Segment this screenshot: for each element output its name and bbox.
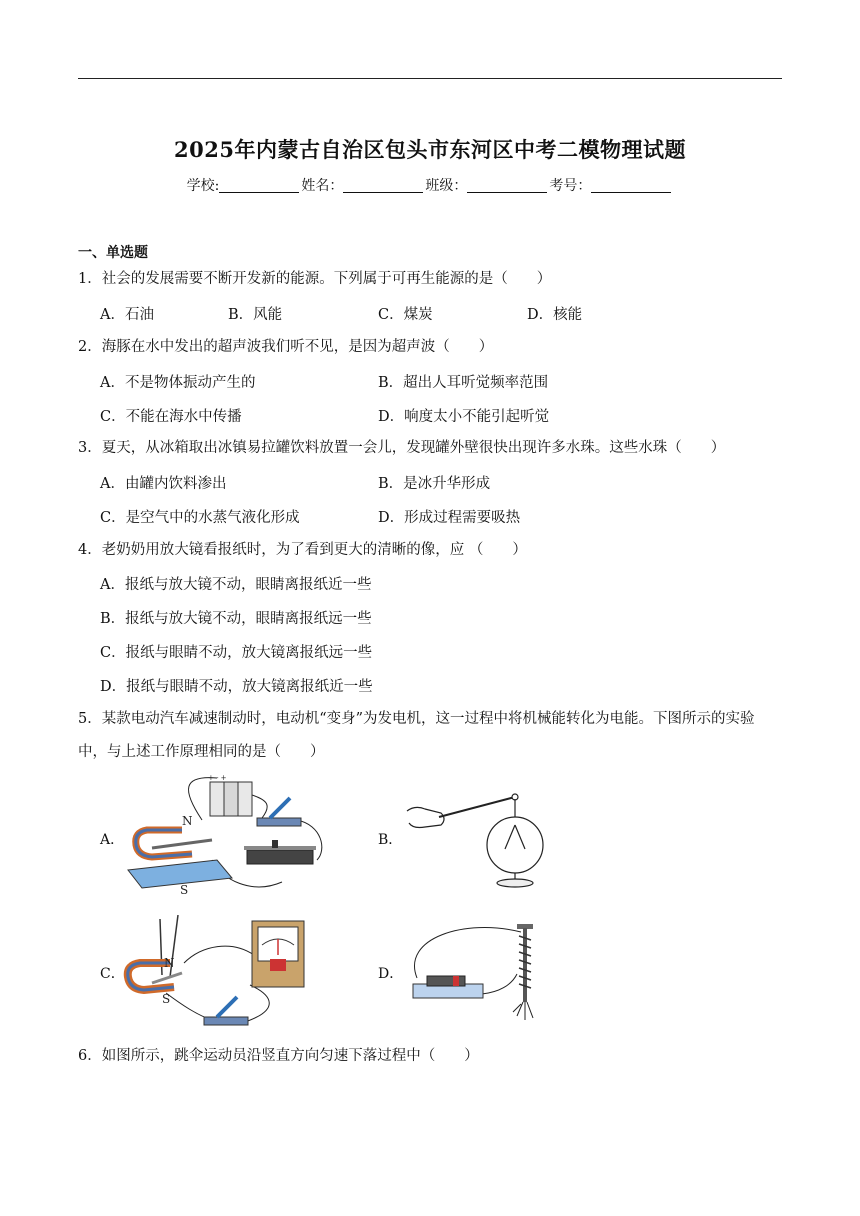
q4-option-d: D．报纸与眼睛不动，放大镜离报纸近一些 [100, 679, 373, 695]
q1-option-c: C．煤炭 [378, 307, 433, 323]
svg-text:N: N [164, 956, 175, 970]
svg-text:+ - +: + - + [208, 774, 227, 782]
section-heading: 一、单选题 [78, 245, 148, 261]
header-rule [78, 78, 782, 79]
rheostat-icon [244, 840, 316, 864]
name-blank [343, 178, 423, 193]
q3-option-a: A．由罐内饮料渗出 [100, 476, 227, 492]
q5-option-a-label: A． [100, 832, 125, 848]
q5-option-d-label: D． [378, 966, 404, 982]
q4-option-a: A．报纸与放大镜不动，眼睛离报纸近一些 [100, 577, 372, 593]
q4-option-c: C．报纸与眼睛不动，放大镜离报纸远一些 [100, 645, 373, 661]
q3-option-b: B．是冰升华形成 [378, 476, 491, 492]
svg-text:S: S [162, 992, 171, 1006]
school-label: 学校: [186, 178, 220, 194]
galvanometer-icon [252, 921, 304, 987]
svg-text:S: S [180, 883, 189, 897]
q3-option-c: C．是空气中的水蒸气液化形成 [100, 510, 300, 526]
switch-icon [257, 798, 301, 826]
q2-option-b: B．超出人耳听觉频率范围 [378, 375, 549, 391]
class-blank [467, 178, 547, 193]
coil-nail-icon [513, 924, 533, 1020]
figure-b-electroscope [405, 783, 555, 893]
question-3-stem: 3．夏天，从冰箱取出冰镇易拉罐饮料放置一会儿，发现罐外壁很快出现许多水珠。这些水珠（ ） [78, 440, 726, 456]
q5-option-c-label: C． [100, 966, 125, 982]
figure-d-electromagnet [405, 918, 545, 1028]
battery-icon [413, 976, 483, 998]
question-6-stem: 6．如图所示，跳伞运动员沿竖直方向匀速下落过程中（ ） [78, 1048, 479, 1064]
svg-text:N: N [182, 814, 193, 828]
figure-a-motor-circuit [122, 770, 342, 900]
q5-option-b-label: B． [378, 832, 403, 848]
exam-no-label: 考号： [549, 178, 592, 194]
class-label: 班级： [425, 178, 468, 194]
question-1-stem: 1．社会的发展需要不断开发新的能源。下列属于可再生能源的是（ ） [78, 271, 552, 287]
q2-option-a: A．不是物体振动产生的 [100, 375, 256, 391]
q4-option-b: B．报纸与放大镜不动，眼睛离报纸远一些 [100, 611, 372, 627]
school-blank [219, 178, 299, 193]
switch-icon [204, 997, 248, 1025]
question-2-stem: 2．海豚在水中发出的超声波我们听不见，是因为超声波（ ） [78, 339, 494, 355]
magnet-icon [128, 915, 182, 1006]
q3-option-d: D．形成过程需要吸热 [378, 510, 521, 526]
q1-option-a: A．石油 [100, 307, 154, 323]
page-title: 2025年内蒙古自治区包头市东河区中考二模物理试题 [174, 137, 686, 162]
name-label: 姓名： [301, 178, 344, 194]
battery-icon [208, 774, 252, 816]
q1-option-d: D．核能 [527, 307, 583, 323]
question-5-stem-line1: 5．某款电动汽车减速制动时，电动机“变身”为发电机，这一过程中将机械能转化为电能。下图所示的实验 [78, 711, 755, 727]
magnet-icon [128, 814, 232, 897]
question-4-stem: 4．老奶奶用放大镜看报纸时，为了看到更大的清晰的像，应 （ ） [78, 542, 527, 558]
exam-no-blank [591, 178, 671, 193]
q2-option-d: D．响度太小不能引起听觉 [378, 409, 550, 425]
student-info-line [0, 175, 860, 195]
q1-option-b: B．风能 [228, 307, 283, 323]
figure-c-generator-circuit [122, 915, 312, 1035]
question-5-stem-line2: 中，与上述工作原理相同的是（ ） [78, 744, 325, 760]
q2-option-c: C．不能在海水中传播 [100, 409, 242, 425]
